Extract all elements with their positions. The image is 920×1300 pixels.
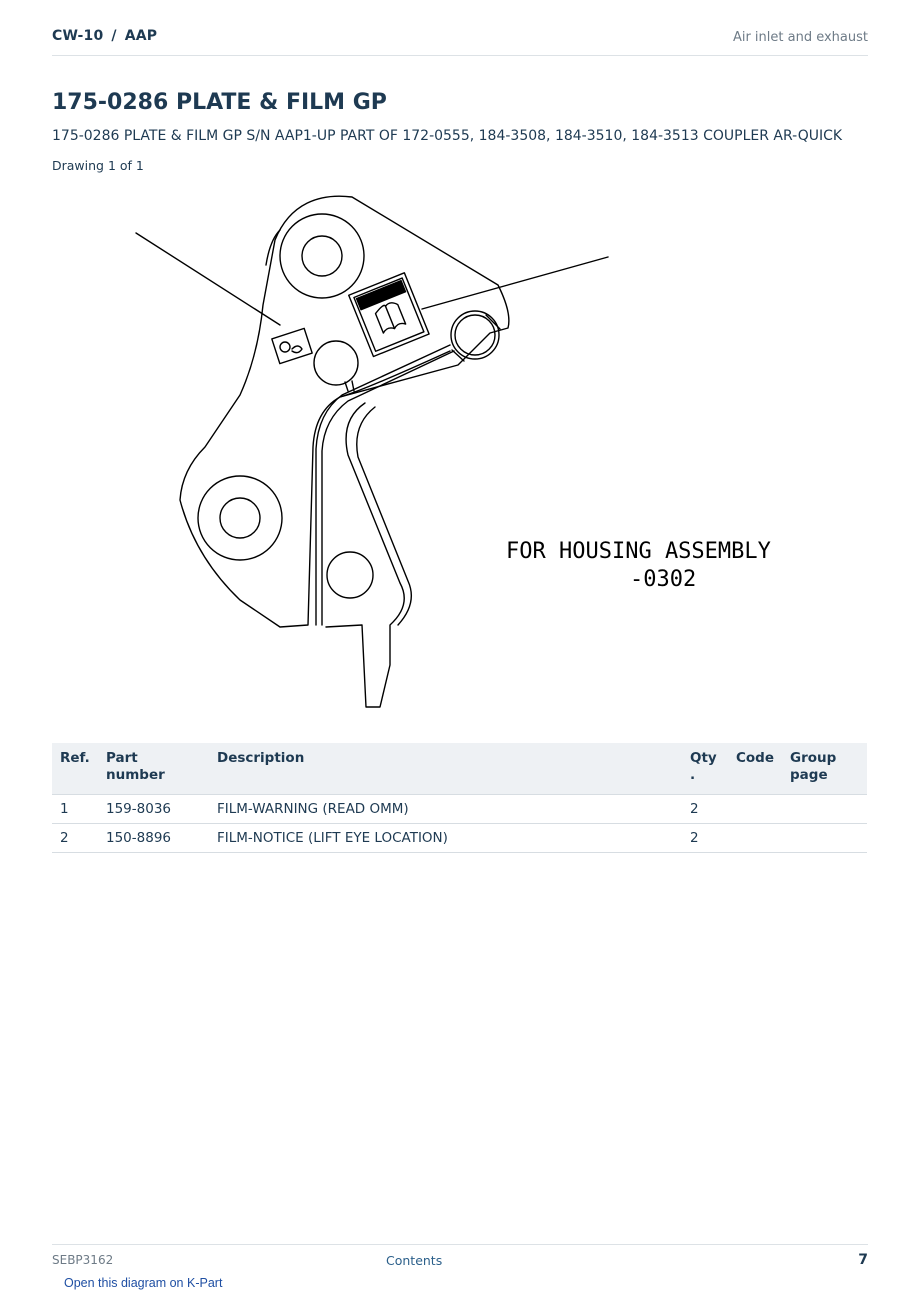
row-part-number[interactable]: 150-8896 <box>98 824 209 853</box>
page-subtitle: 175-0286 PLATE & FILM GP S/N AAP1-UP PART OF 172-0555, 184-3508, 184-3510, 184-3513 COUPLER AR-QUICK <box>52 128 843 144</box>
breadcrumb-separator: / <box>111 28 117 44</box>
document-id: SEBP3162 <box>52 1253 114 1267</box>
table-header-row <box>52 743 867 795</box>
section-name: Air inlet and exhaust <box>732 30 868 45</box>
row-code <box>728 824 782 853</box>
decal-notice-hook <box>292 346 302 353</box>
col-qty <box>682 743 728 795</box>
contents-link[interactable]: Contents <box>386 1253 443 1268</box>
upper-link-arm <box>340 351 450 397</box>
pin-outer <box>451 311 499 359</box>
col-ref: Ref. <box>52 743 98 795</box>
page-header <box>52 28 868 56</box>
row-code <box>728 795 782 824</box>
row-ref: 2 <box>52 824 98 853</box>
housing-assembly-label: FOR HOUSING ASSEMBLY <box>506 539 771 564</box>
leader-line-2 <box>422 257 608 309</box>
leader-line-1 <box>136 233 280 325</box>
breadcrumb-prefix[interactable]: AAP <box>124 28 158 44</box>
decal-notice-ring <box>280 342 290 352</box>
row-description: FILM-WARNING (READ OMM) <box>209 795 682 824</box>
breadcrumb-model[interactable]: CW-10 <box>52 28 104 44</box>
footer-divider <box>52 1244 868 1245</box>
bracket-outline <box>180 196 509 627</box>
table-row <box>52 795 867 824</box>
row-ref: 1 <box>52 795 98 824</box>
table-row <box>52 824 867 853</box>
col-group-line1: Group <box>790 750 837 766</box>
small-hole-mid <box>314 341 358 385</box>
col-code: Code <box>728 743 782 795</box>
top-hole-inner <box>302 236 342 276</box>
col-qty-line1: Qty <box>690 750 717 766</box>
col-part-number: Part number <box>98 743 209 795</box>
col-group-page <box>782 743 867 795</box>
decal-film-warning <box>349 273 429 357</box>
pin-inner <box>455 315 495 355</box>
left-hole-inner <box>220 498 260 538</box>
col-description: Description <box>209 743 682 795</box>
page-title: 175-0286 PLATE & FILM GP <box>52 90 387 115</box>
hook-outer <box>316 345 450 625</box>
decal-film-notice <box>272 328 312 363</box>
page-number: 7 <box>858 1252 868 1268</box>
col-group-line2: page <box>790 767 828 783</box>
left-hole-outer <box>198 476 282 560</box>
small-hole-low <box>327 552 373 598</box>
col-qty-line2: . <box>690 767 696 783</box>
row-group-page <box>782 824 867 853</box>
hook-outer-2 <box>322 351 454 625</box>
parts-table <box>52 743 867 853</box>
breadcrumb <box>52 28 157 44</box>
row-qty: 2 <box>682 824 728 853</box>
row-part-number[interactable]: 159-8036 <box>98 795 209 824</box>
housing-assembly-code: -0302 <box>630 567 697 592</box>
open-in-kpart-link[interactable]: Open this diagram on K-Part <box>64 1276 223 1290</box>
row-description: FILM-NOTICE (LIFT EYE LOCATION) <box>209 824 682 853</box>
row-group-page <box>782 795 867 824</box>
top-hole-outer <box>280 214 364 298</box>
parts-diagram <box>130 185 820 715</box>
row-qty: 2 <box>682 795 728 824</box>
drawing-count: Drawing 1 of 1 <box>52 158 144 173</box>
